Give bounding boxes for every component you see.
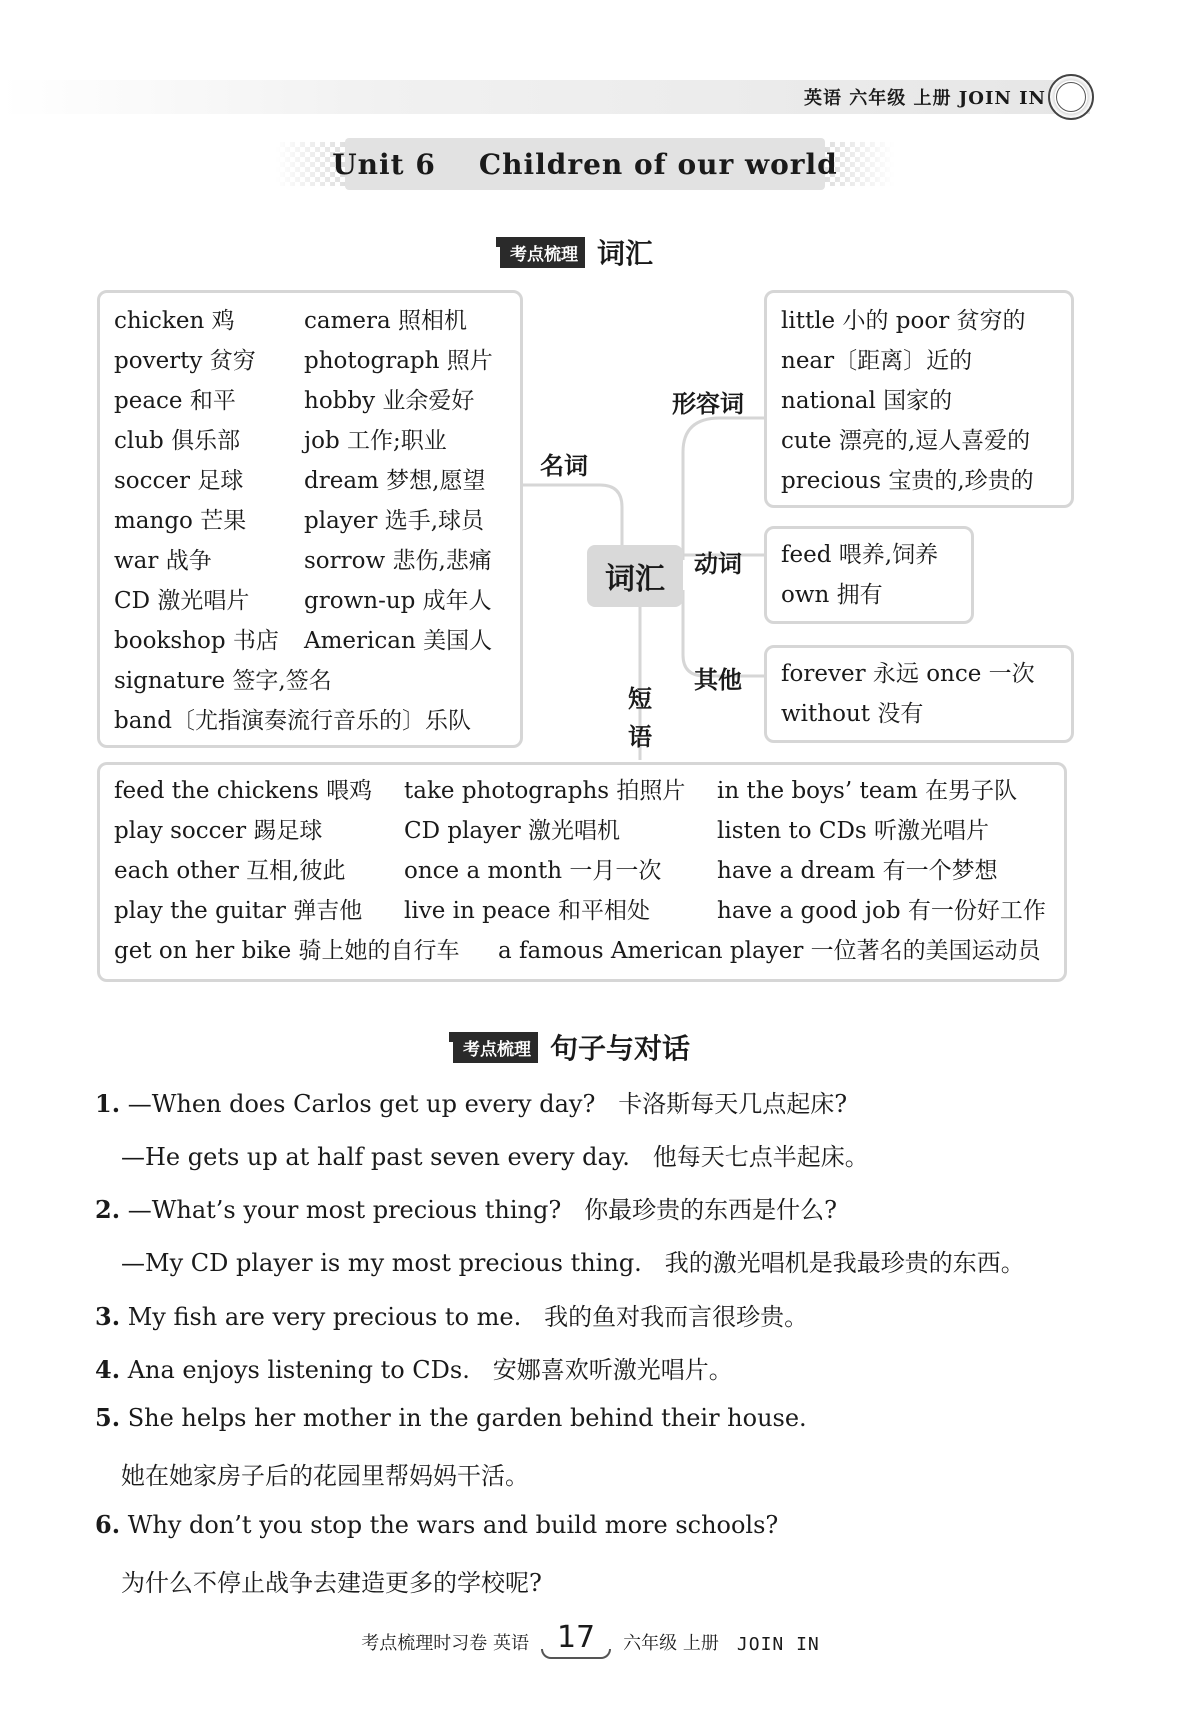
page-footer bbox=[0, 1620, 1181, 1655]
phrase-entry: play soccer 踢足球 bbox=[114, 818, 323, 844]
noun-entry: bookshop 书店 bbox=[114, 628, 279, 654]
sentence-number: 5. bbox=[95, 1403, 121, 1432]
noun-entry: sorrow 悲伤,悲痛 bbox=[304, 548, 492, 574]
noun-entry: CD 激光唱片 bbox=[114, 588, 250, 614]
phrase-entry: have a good job 有一份好工作 bbox=[717, 898, 1046, 924]
sentence-line bbox=[121, 1563, 542, 1598]
sentence-number: 6. bbox=[95, 1510, 121, 1539]
noun-entry: club 俱乐部 bbox=[114, 428, 241, 454]
phrase-entry: get on her bike 骑上她的自行车 bbox=[114, 938, 460, 964]
sentence-text: My fish are very precious to me. 我的鱼对我而言很珍贵。 bbox=[127, 1303, 809, 1331]
unit-number: Unit 6 bbox=[332, 147, 436, 181]
phrase-entry: once a month 一月一次 bbox=[404, 858, 662, 884]
noun-entry: peace 和平 bbox=[114, 388, 236, 414]
phrase-entry: feed the chickens 喂鸡 bbox=[114, 778, 373, 804]
noun-entry: grown-up 成年人 bbox=[304, 588, 492, 614]
nouns-box bbox=[97, 290, 523, 748]
section-title: 句子与对话 bbox=[550, 1032, 691, 1065]
sentence-line bbox=[95, 1084, 847, 1119]
noun-entry: poverty 贫穷 bbox=[114, 348, 256, 374]
other-entry: forever 永远 once 一次 bbox=[781, 661, 1035, 687]
phrase-entry: live in peace 和平相处 bbox=[404, 898, 650, 924]
phrase-entry: in the boys’ team 在男子队 bbox=[717, 778, 1018, 804]
sentence-text: —He gets up at half past seven every day. 他每天七点半起床。 bbox=[121, 1143, 869, 1171]
sentence-number: 2. bbox=[95, 1195, 121, 1224]
sentence-text: She helps her mother in the garden behind their house. bbox=[127, 1404, 807, 1432]
unit-title: Children of our world bbox=[478, 147, 838, 181]
sentence-line bbox=[121, 1137, 869, 1172]
sentence-text: —When does Carlos get up every day? 卡洛斯每天几点起床? bbox=[127, 1090, 848, 1118]
footer-series: JOIN IN bbox=[736, 1634, 820, 1655]
other-label: 其他 bbox=[694, 666, 742, 694]
noun-entry: hobby 业余爱好 bbox=[304, 388, 475, 414]
phrase-entry: play the guitar 弹吉他 bbox=[114, 898, 363, 924]
phrase-label: 短 语 bbox=[628, 685, 652, 751]
footer-grade: 六年级 上册 bbox=[623, 1633, 719, 1654]
section-badge: 考点梳理 bbox=[453, 1032, 538, 1063]
noun-entry: mango 芒果 bbox=[114, 508, 247, 534]
noun-entry: camera 照相机 bbox=[304, 308, 468, 334]
noun-entry: war 战争 bbox=[114, 548, 212, 574]
verb-entry: feed 喂养,饲养 bbox=[781, 542, 939, 568]
phrase-entry: a famous American player 一位著名的美国运动员 bbox=[498, 938, 1041, 964]
phrase-entry: take photographs 拍照片 bbox=[404, 778, 686, 804]
mindmap-center: 词汇 bbox=[587, 545, 683, 607]
adjective-label: 形容词 bbox=[672, 390, 744, 418]
sentence-section-heading bbox=[453, 1027, 690, 1067]
phrases-box bbox=[97, 762, 1067, 982]
others-box bbox=[764, 645, 1074, 743]
sentence-text: 为什么不停止战争去建造更多的学校呢? bbox=[121, 1569, 542, 1597]
footer-left: 考点梳理时习卷 英语 bbox=[361, 1633, 529, 1654]
sentence-text: —What’s your most precious thing? 你最珍贵的东西是什么? bbox=[127, 1196, 837, 1224]
adjective-entry: cute 漂亮的,逗人喜爱的 bbox=[781, 428, 1031, 454]
header-text: 英语 六年级 上册 JOIN IN bbox=[803, 88, 1046, 109]
other-entry: without 没有 bbox=[781, 701, 924, 727]
noun-entry: signature 签字,签名 bbox=[114, 668, 332, 694]
sentence-number: 1. bbox=[95, 1089, 121, 1118]
adjective-entry: little 小的 poor 贫穷的 bbox=[781, 308, 1026, 334]
noun-entry: job 工作;职业 bbox=[304, 428, 447, 454]
sentence-text: Why don’t you stop the wars and build more schools? bbox=[127, 1511, 779, 1539]
section-title: 词汇 bbox=[597, 237, 654, 270]
noun-entry: American 美国人 bbox=[304, 628, 493, 654]
sentence-line bbox=[95, 1510, 778, 1539]
adjective-entry: national 国家的 bbox=[781, 388, 953, 414]
noun-label: 名词 bbox=[540, 452, 588, 480]
verbs-box bbox=[764, 526, 974, 624]
adjective-entry: near〔距离〕近的 bbox=[781, 348, 973, 374]
noun-entry: soccer 足球 bbox=[114, 468, 244, 494]
phrase-entry: CD player 激光唱机 bbox=[404, 818, 621, 844]
sentence-line bbox=[95, 1403, 807, 1432]
sentence-number: 4. bbox=[95, 1355, 121, 1384]
sentence-line bbox=[95, 1350, 733, 1385]
sentence-line bbox=[121, 1456, 529, 1491]
phrase-entry: each other 互相,彼此 bbox=[114, 858, 346, 884]
noun-entry: chicken 鸡 bbox=[114, 308, 235, 334]
adjective-entry: precious 宝贵的,珍贵的 bbox=[781, 468, 1034, 494]
verb-label: 动词 bbox=[694, 550, 742, 578]
page-number: 17 bbox=[547, 1620, 605, 1655]
noun-entry: band〔尤指演奏流行音乐的〕乐队 bbox=[114, 708, 471, 734]
adjectives-box bbox=[764, 290, 1074, 508]
sentence-text: Ana enjoys listening to CDs. 安娜喜欢听激光唱片。 bbox=[127, 1356, 733, 1384]
section-badge: 考点梳理 bbox=[500, 237, 585, 268]
sentence-text: —My CD player is my most precious thing. 我的激光唱机是我最珍贵的东西。 bbox=[121, 1249, 1025, 1277]
verb-entry: own 拥有 bbox=[781, 582, 883, 608]
noun-entry: player 选手,球员 bbox=[304, 508, 485, 534]
sentence-number: 3. bbox=[95, 1302, 121, 1331]
phrase-entry: listen to CDs 听激光唱片 bbox=[717, 818, 990, 844]
noun-entry: dream 梦想,愿望 bbox=[304, 468, 486, 494]
sentence-line bbox=[95, 1297, 808, 1332]
sentence-line bbox=[95, 1190, 837, 1225]
sentence-text: 她在她家房子后的花园里帮妈妈干活。 bbox=[121, 1462, 529, 1490]
noun-entry: photograph 照片 bbox=[304, 348, 493, 374]
phrase-entry: have a dream 有一个梦想 bbox=[717, 858, 998, 884]
sentence-line bbox=[121, 1243, 1025, 1278]
